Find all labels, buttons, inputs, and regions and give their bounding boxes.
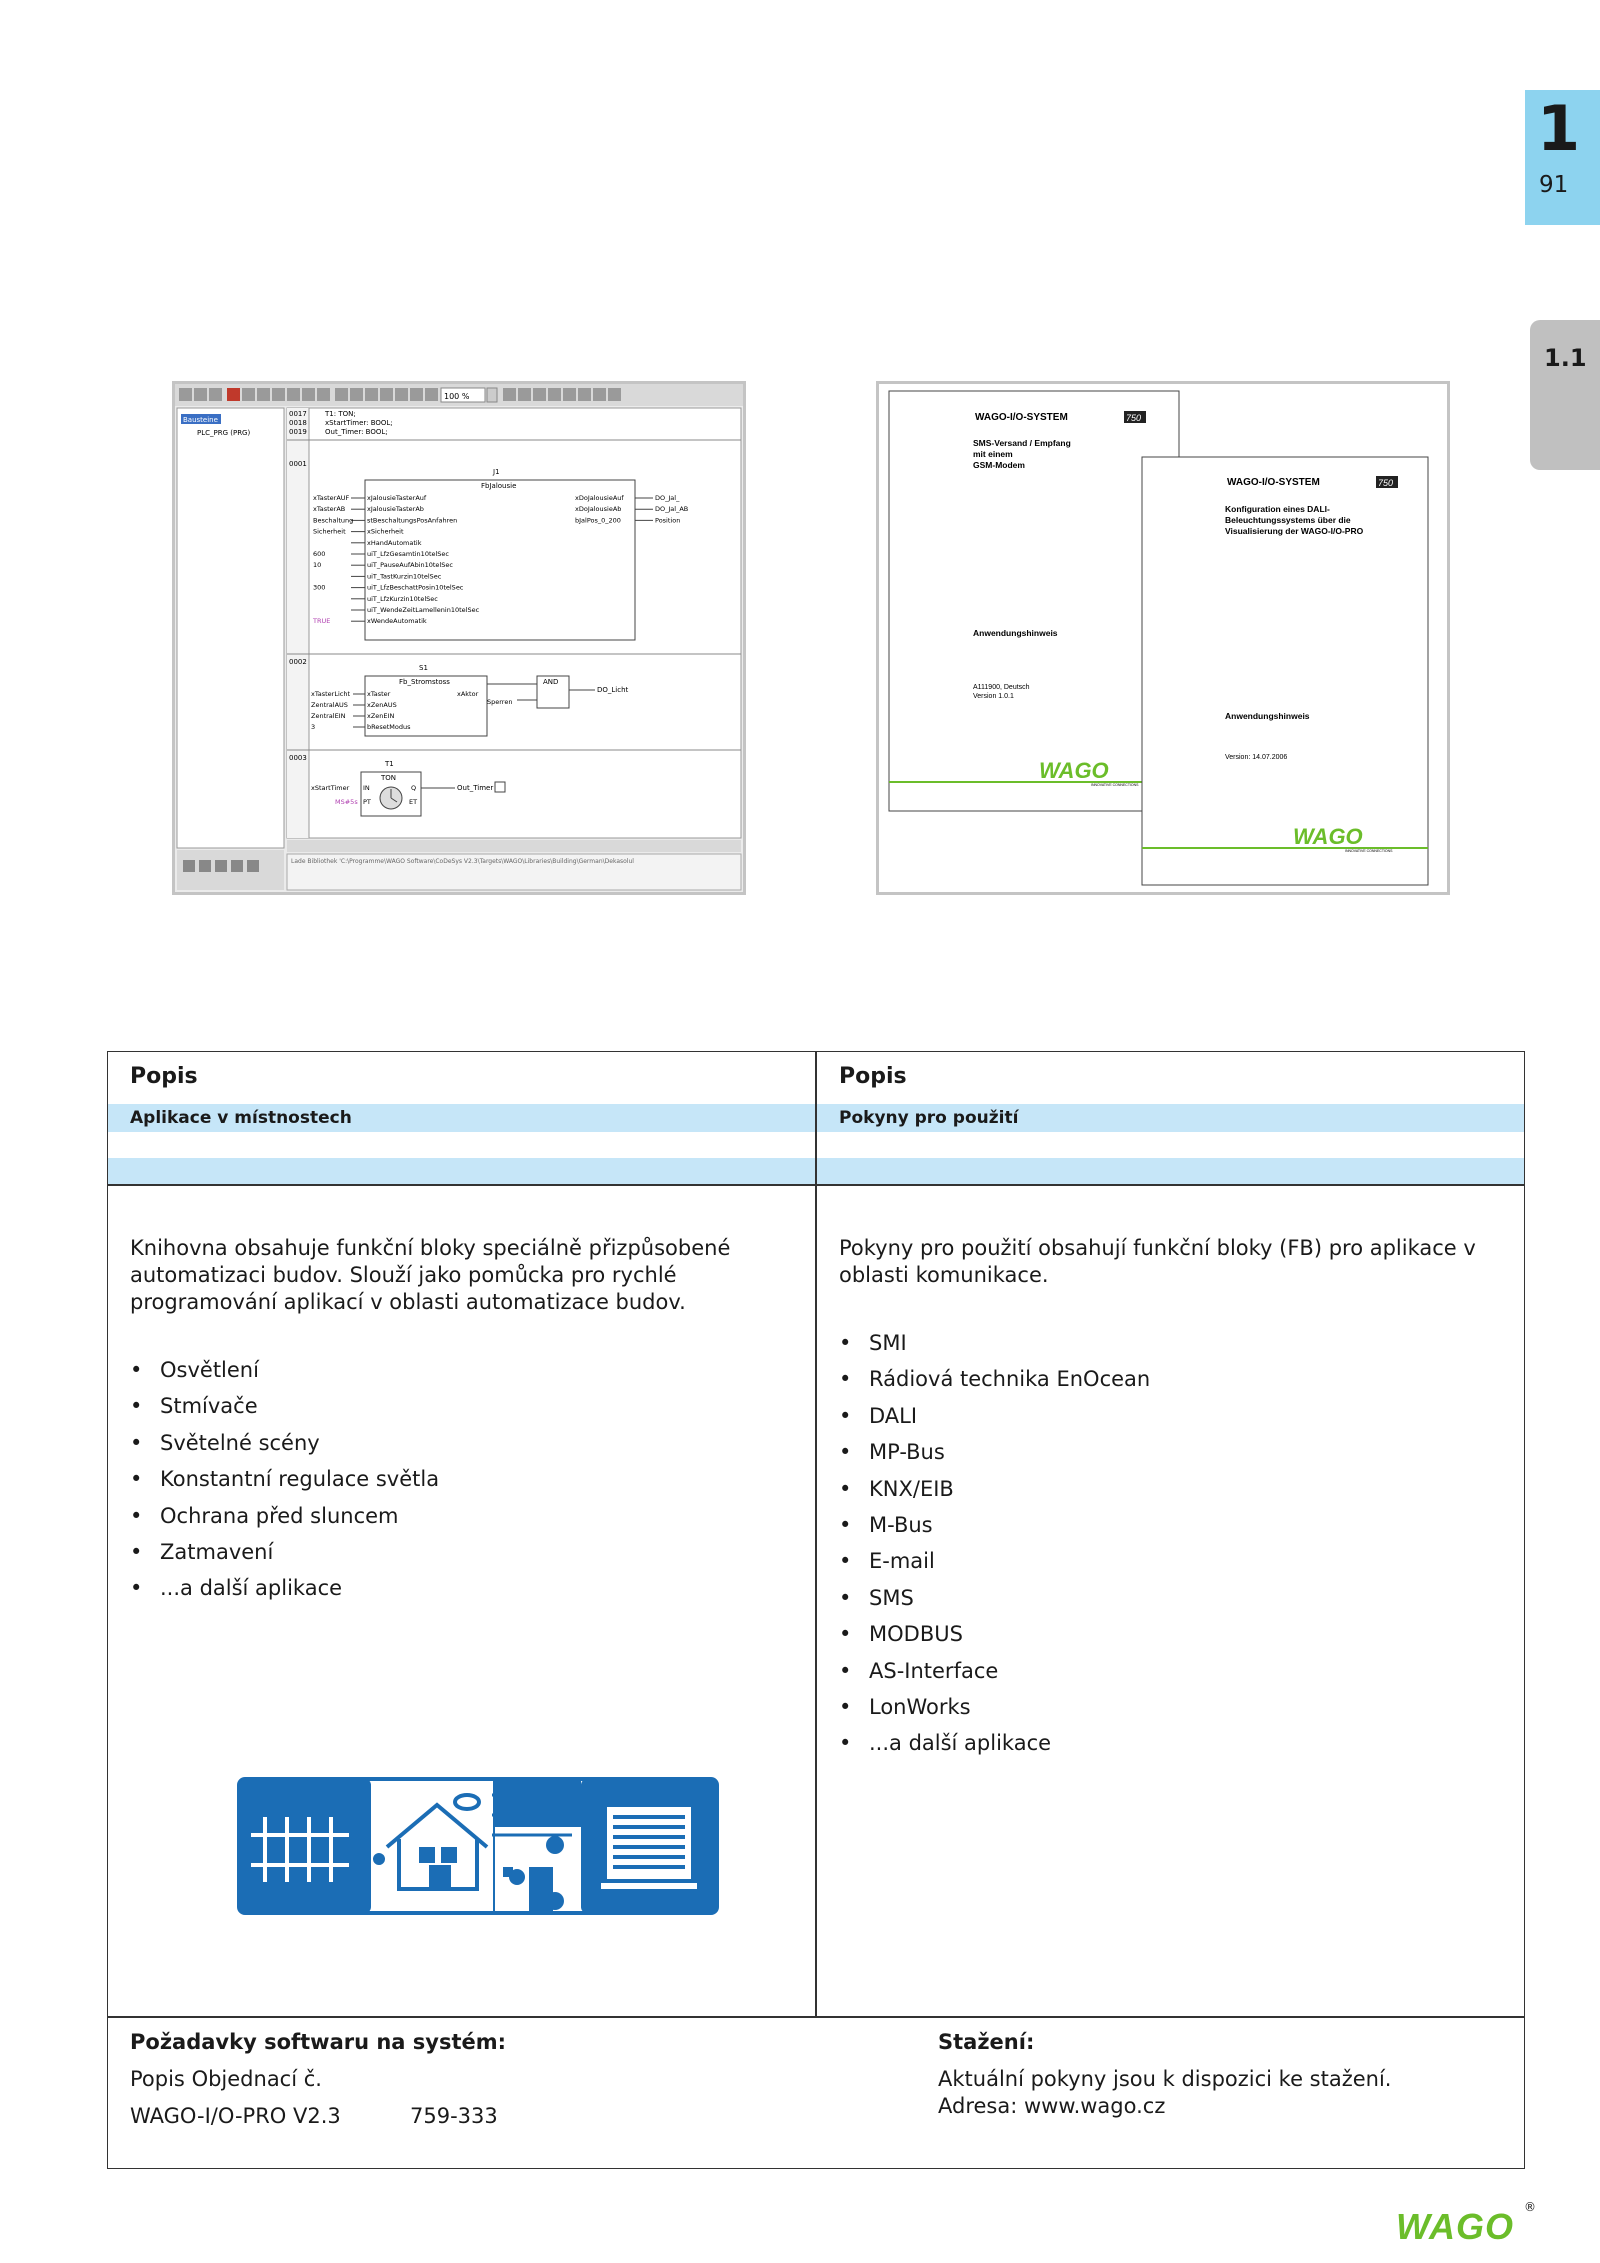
document-covers <box>876 381 1450 895</box>
list-item-label: LonWorks <box>869 1694 971 1719</box>
svg-text:0019: 0019 <box>289 428 307 436</box>
ladder-label: bResetModus <box>367 723 411 731</box>
list-item <box>839 1659 1150 1695</box>
bullet-dot: • <box>839 1622 852 1647</box>
ladder-label: xWendeAutomatik <box>367 617 427 626</box>
left-band-title: Aplikace v místnostech <box>130 1108 352 1128</box>
download-text: Aktuální pokyny jsou k dispozici ke stažení. <box>938 2067 1392 2091</box>
list-item <box>839 1549 1150 1585</box>
list-item <box>130 1540 439 1576</box>
ladder-label: uiT_LfzGesamtin10telSec <box>367 550 450 558</box>
list-item <box>839 1695 1150 1731</box>
ladder-label: 10 <box>313 561 322 570</box>
list-item <box>130 1576 439 1612</box>
svg-text:Sperren: Sperren <box>487 698 513 706</box>
page-number: 91 <box>1539 172 1569 198</box>
svg-text:INNOVATIVE CONNECTIONS: INNOVATIVE CONNECTIONS <box>1091 783 1139 787</box>
list-item-label: MODBUS <box>869 1622 963 1647</box>
bullet-dot: • <box>839 1440 852 1465</box>
ladder-label: 600 <box>313 550 326 558</box>
svg-text:DO_Licht: DO_Licht <box>597 686 629 694</box>
svg-text:Anwendungshinweis: Anwendungshinweis <box>973 628 1058 638</box>
svg-text:Out_Timer: BOOL;: Out_Timer: BOOL; <box>325 428 388 436</box>
svg-text:Version: 14.07.2006: Version: 14.07.2006 <box>1225 754 1288 761</box>
svg-text:Anwendungshinweis: Anwendungshinweis <box>1225 711 1310 721</box>
list-item-label: Konstantní regulace světla <box>160 1467 440 1492</box>
right-paragraph: Pokyny pro použití obsahují funkční bloky (FB) pro aplikace v oblasti komunikace. <box>839 1236 1476 1287</box>
svg-text:0017: 0017 <box>289 410 307 418</box>
list-item-label: SMI <box>869 1331 907 1355</box>
bullet-dot: • <box>839 1731 852 1756</box>
list-item <box>130 1504 439 1540</box>
wago-logo: WAGO <box>1293 824 1363 849</box>
svg-text:750: 750 <box>1126 413 1142 423</box>
svg-text:0018: 0018 <box>289 419 307 427</box>
info-table <box>107 1051 1525 2169</box>
list-item-label: KNX/EIB <box>869 1476 954 1501</box>
bullet-dot: • <box>130 1467 143 1492</box>
svg-text:S1: S1 <box>419 664 428 672</box>
bullet-dot: • <box>130 1394 143 1419</box>
svg-text:Beleuchtungssystems über die: Beleuchtungssystems über die <box>1225 515 1351 525</box>
bullet-dot: • <box>130 1358 143 1382</box>
section-number: 1.1 <box>1544 344 1587 372</box>
col-order: Objednací č. <box>191 2067 322 2091</box>
chapter-tab <box>1525 90 1600 225</box>
svg-text:750: 750 <box>1378 478 1394 488</box>
svg-text:Out_Timer: Out_Timer <box>457 784 494 792</box>
wago-brand-logo: WAGO ® <box>1396 2200 1536 2247</box>
left-bullet-list <box>130 1358 439 1613</box>
svg-text:Version 1.0.1: Version 1.0.1 <box>973 693 1014 700</box>
svg-text:T1: TON;: T1: TON; <box>325 410 356 418</box>
ladder-label: uiT_LfzBeschattPosin10telSec <box>367 583 464 592</box>
list-item <box>839 1731 1150 1767</box>
doc-cover-sms <box>889 391 1179 811</box>
ladder-label: ZentralEIN <box>311 712 346 720</box>
svg-text:0001: 0001 <box>289 460 307 468</box>
download-section <box>938 2030 1391 2120</box>
list-item-label: Ochrana před sluncem <box>160 1503 399 1528</box>
svg-text:xStartTimer: BOOL;: xStartTimer: BOOL; <box>325 419 393 427</box>
svg-text:GSM-Modem: GSM-Modem <box>973 460 1025 470</box>
ladder-label: uiT_LfzKurzin10telSec <box>367 594 438 603</box>
bullet-dot: • <box>839 1549 852 1574</box>
wago-logo: WAGO <box>1039 758 1109 783</box>
list-item-label: E-mail <box>869 1549 935 1574</box>
bullet-dot: • <box>839 1403 852 1428</box>
bullet-dot: • <box>839 1658 852 1683</box>
svg-text:AND: AND <box>543 678 559 686</box>
list-item <box>839 1367 1150 1403</box>
bullet-dot: • <box>130 1503 143 1528</box>
ladder-label: xTasterLicht <box>311 690 350 698</box>
zoom-value: 100 % <box>444 392 470 401</box>
ladder-label: stBeschaltungsPosAnfahren <box>367 516 458 525</box>
ladder-label: 300 <box>313 583 326 592</box>
list-item-label: Rádiová technika EnOcean <box>869 1367 1151 1392</box>
list-item-label: Stmívače <box>160 1394 258 1419</box>
ladder-label: 3 <box>311 723 316 731</box>
tree-item: PLC_PRG (PRG) <box>197 429 251 437</box>
svg-text:A111900, Deutsch: A111900, Deutsch <box>973 684 1030 691</box>
ladder-label: Position <box>655 516 681 525</box>
list-item <box>130 1467 439 1503</box>
list-item-label: ...a další aplikace <box>160 1576 343 1601</box>
product-name: WAGO-I/O-PRO V2.3 <box>130 2104 341 2128</box>
svg-text:0003: 0003 <box>289 754 307 762</box>
ladder-label: xJalousieTasterAuf <box>367 494 427 502</box>
list-item <box>839 1477 1150 1513</box>
list-item-label: Zatmavení <box>160 1539 274 1564</box>
list-item <box>839 1331 1150 1367</box>
right-bullet-list <box>839 1331 1150 1768</box>
left-heading: Popis <box>130 1064 198 1089</box>
section-tab <box>1530 320 1600 470</box>
bullet-dot: • <box>839 1476 852 1501</box>
svg-text:Fb_Stromstoss: Fb_Stromstoss <box>399 678 450 686</box>
svg-text:WAGO-I/O-SYSTEM: WAGO-I/O-SYSTEM <box>1227 477 1320 488</box>
svg-text:xStartTimer: xStartTimer <box>311 784 350 792</box>
svg-text:T1: T1 <box>385 760 394 768</box>
svg-text:ET: ET <box>409 798 418 806</box>
bullet-dot: • <box>839 1367 852 1392</box>
svg-text:FbJalousie: FbJalousie <box>481 482 517 490</box>
ladder-label: Sicherheit <box>313 527 346 536</box>
right-band-title: Pokyny pro použití <box>839 1108 1019 1128</box>
svg-text:Konfiguration eines DALI-: Konfiguration eines DALI- <box>1225 504 1330 514</box>
bullet-dot: • <box>130 1576 143 1601</box>
ladder-label: xTasterAB <box>313 505 346 514</box>
list-item <box>130 1358 439 1394</box>
ladder-editor <box>287 408 741 838</box>
svg-text:PT: PT <box>363 798 371 806</box>
svg-text:Q: Q <box>411 784 417 792</box>
building-automation-pictogram <box>237 1777 719 1917</box>
svg-text:TON: TON <box>381 774 397 782</box>
ladder-label: xTasterAUF <box>313 494 350 502</box>
software-title: Požadavky softwaru na systém: <box>130 2030 507 2054</box>
ladder-label: xDoJalousieAuf <box>575 494 624 502</box>
download-address[interactable]: Adresa: www.wago.cz <box>938 2094 1166 2118</box>
ladder-label: bJalPos_0_200 <box>575 516 621 525</box>
software-requirements <box>130 2030 506 2130</box>
svg-text:IN: IN <box>363 784 370 792</box>
svg-text:SMS-Versand / Empfang: SMS-Versand / Empfang <box>973 438 1071 448</box>
bullet-dot: • <box>839 1585 852 1610</box>
ladder-label: Beschaltung <box>313 516 354 525</box>
ladder-label: xJalousieTasterAb <box>367 505 424 514</box>
list-item-label: AS-Interface <box>869 1658 999 1683</box>
list-item <box>839 1513 1150 1549</box>
ladder-label: DO_Jal_ <box>655 494 680 502</box>
svg-text:MS#5s: MS#5s <box>335 798 358 806</box>
list-item-label: MP-Bus <box>869 1440 945 1465</box>
chapter-number: 1 <box>1537 92 1581 165</box>
ladder-label: xZenEIN <box>367 712 395 720</box>
fence-icon <box>239 1779 371 1913</box>
list-item-label: Osvětlení <box>160 1358 259 1382</box>
svg-text:mit einem: mit einem <box>973 449 1013 459</box>
list-item <box>130 1394 439 1430</box>
order-number: 759-333 <box>410 2104 498 2128</box>
list-item <box>839 1622 1150 1658</box>
object-tree <box>177 408 284 848</box>
ladder-label: xZenAUS <box>367 701 397 709</box>
list-item-label: DALI <box>869 1403 918 1428</box>
list-item-label: SMS <box>869 1585 914 1610</box>
ladder-label: uiT_PauseAufAbin10telSec <box>367 561 453 570</box>
list-item-label: ...a další aplikace <box>869 1731 1052 1756</box>
ladder-label: ZentralAUS <box>311 701 348 709</box>
bullet-dot: • <box>839 1694 852 1719</box>
ladder-label: xTaster <box>367 690 391 698</box>
svg-text:WAGO-I/O-SYSTEM: WAGO-I/O-SYSTEM <box>975 412 1068 423</box>
smart-house-icon <box>375 1795 487 1889</box>
ladder-label: uiT_TastKurzin10telSec <box>367 572 442 581</box>
list-item <box>839 1586 1150 1622</box>
list-item-label: Světelné scény <box>160 1430 320 1455</box>
svg-text:INNOVATIVE CONNECTIONS: INNOVATIVE CONNECTIONS <box>1345 849 1393 853</box>
list-item-label: M-Bus <box>869 1512 933 1537</box>
codesys-screenshot <box>172 381 746 895</box>
list-item <box>839 1440 1150 1476</box>
col-popis: Popis <box>130 2067 185 2091</box>
list-item <box>839 1404 1150 1440</box>
svg-text:J1: J1 <box>493 468 500 476</box>
right-heading: Popis <box>839 1064 907 1089</box>
ladder-label: xDoJalousieAb <box>575 505 622 514</box>
status-message: Lade Bibliothek 'C:\Programme\WAGO Software\CoDeSys V2.3\Targets\WAGO\Libraries\Building\German\Dekasolul <box>291 858 634 865</box>
ladder-label: DO_Jal_AB <box>655 505 689 514</box>
zoom-dropdown <box>487 388 497 402</box>
tree-root: Bausteine <box>183 416 218 424</box>
bullet-dot: • <box>130 1539 143 1564</box>
bullet-dot: • <box>839 1331 852 1355</box>
toolbar-icons <box>179 388 621 401</box>
ladder-label: xHandAutomatik <box>367 538 422 547</box>
bullet-dot: • <box>839 1512 852 1537</box>
ladder-label: TRUE <box>313 617 331 626</box>
list-item <box>130 1431 439 1467</box>
bullet-dot: • <box>130 1430 143 1455</box>
svg-text:Visualisierung der WAGO-I/O-PR: Visualisierung der WAGO-I/O-PRO <box>1225 526 1364 536</box>
ladder-label: xAktor <box>457 690 479 698</box>
ladder-label: xSicherheit <box>367 527 404 536</box>
svg-text:0002: 0002 <box>289 658 307 666</box>
left-paragraph: Knihovna obsahuje funkční bloky speciálně přizpůsobené automatizaci budov. Slouží jako pomůcka pro rychlé programování aplikací v oblasti automatizace budov. <box>130 1236 731 1314</box>
download-title: Stažení: <box>938 2030 1035 2054</box>
ladder-label: uiT_WendeZeitLamellenin10telSec <box>367 606 480 614</box>
